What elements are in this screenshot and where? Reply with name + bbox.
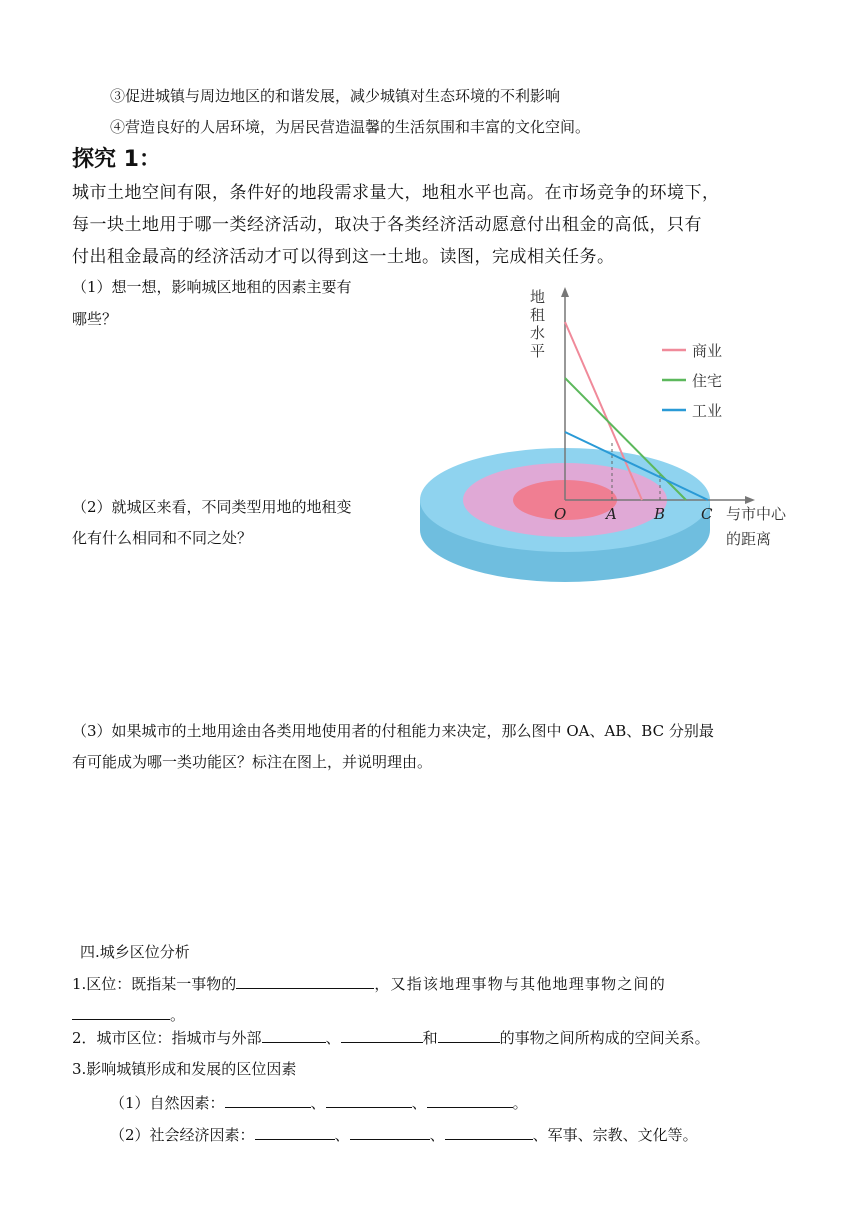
question-2-line-1: （2）就城区来看，不同类型用地的地租变 [72,498,352,516]
blank-city-2[interactable] [341,1028,423,1043]
land-rent-figure [410,282,810,592]
blank-city-3[interactable] [438,1028,500,1043]
point-b: B [654,505,666,523]
x-label-line-2: 的距离 [726,530,772,548]
blank-natural-2[interactable] [326,1093,412,1108]
legend-industry-label: 工业 [692,402,723,420]
section-4-title: 四.城乡区位分析 [80,943,190,961]
explore-title: 探究 1： [72,147,161,172]
question-3-line-2: 有可能成为哪一类功能区？标注在图上，并说明理由。 [72,753,433,771]
item-2-prefix: 2．城市区位：指城市与外部 [72,1029,262,1047]
item-3: ③促进城镇与周边地区的和谐发展，减少城镇对生态环境的不利影响 [110,87,561,105]
section-4-item-3: 3.影响城镇形成和发展的区位因素 [72,1060,297,1078]
blank-social-1[interactable] [255,1125,335,1140]
blank-natural-3[interactable] [427,1093,513,1108]
blank-city-1[interactable] [262,1028,326,1043]
sub-item-natural [110,1092,528,1113]
question-1-line-1: （1）想一想，影响城区地租的因素主要有 [72,278,352,296]
natural-sep-2: 、 [411,1094,427,1112]
y-label-4: 平 [530,342,546,360]
natural-sep-1: 、 [310,1094,326,1112]
point-a: A [606,505,617,523]
section-4-item-2 [72,1027,710,1048]
intro-line-2: 每一块土地用于哪一类经济活动，取决于各类经济活动愿意付出租金的高低，只有 [72,215,702,235]
blank-social-2[interactable] [350,1125,430,1140]
question-1-line-2: 哪些？ [72,310,118,328]
item-1-prefix: 1.区位：既指某一事物的 [72,975,237,993]
section-4-item-1-cont [72,1004,185,1025]
legend-commerce-label: 商业 [692,342,723,360]
item-4: ④营造良好的人居环境，为居民营造温馨的生活氛围和丰富的文化空间。 [110,118,591,136]
x-label-line-1: 与市中心 [726,505,787,523]
sub-item-social [110,1124,698,1145]
section-4-item-1 [72,973,666,994]
item-1-middle: ，又指该地理事物与其他地理事物之间的 [374,975,666,993]
social-prefix: （2）社会经济因素： [110,1126,255,1144]
point-c: C [701,505,713,523]
natural-prefix: （1）自然因素： [110,1094,225,1112]
blank-natural-1[interactable] [225,1093,311,1108]
natural-end: 。 [512,1094,528,1112]
item-2-end: 的事物之间所构成的空间关系。 [499,1029,710,1047]
social-sep-1: 、 [334,1126,350,1144]
y-label-2: 租 [530,306,546,324]
social-end: 、军事、宗教、文化等。 [532,1126,698,1144]
item-2-sep-2: 和 [422,1029,438,1047]
question-2-line-2: 化有什么相同和不同之处？ [72,529,253,547]
intro-line-1: 城市土地空间有限，条件好的地段需求量大，地租水平也高。在市场竞争的环境下， [72,183,720,203]
intro-line-3: 付出租金最高的经济活动才可以得到这一土地。读图，完成相关任务。 [72,247,615,267]
blank-relation[interactable] [72,1005,170,1020]
blank-location[interactable] [236,974,374,989]
blank-social-3[interactable] [445,1125,533,1140]
social-sep-2: 、 [429,1126,445,1144]
y-label-1: 地 [530,288,546,306]
item-1-end: 。 [170,1006,186,1024]
legend-residential-label: 住宅 [692,372,723,390]
point-o: O [554,505,567,523]
item-2-sep-1: 、 [325,1029,341,1047]
question-3-line-1: （3）如果城市的土地用途由各类用地使用者的付租能力来决定，那么图中 OA、AB、BC 分别最 [72,722,714,740]
y-label-3: 水 [530,324,546,342]
